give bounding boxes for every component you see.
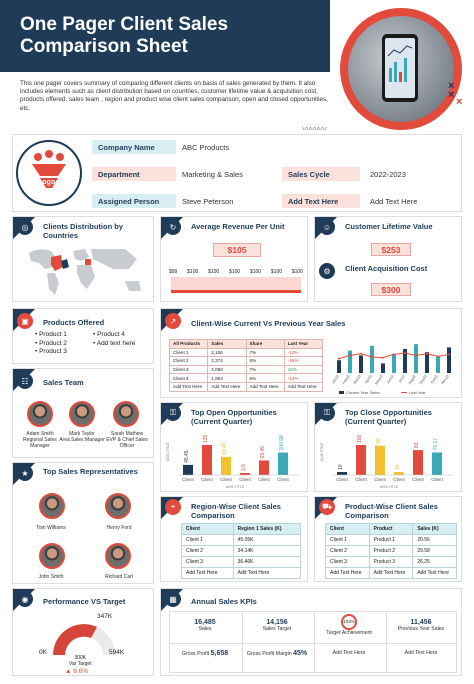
- pin-icon: ⌖: [165, 499, 181, 515]
- unlock-icon: ⚿: [165, 405, 181, 421]
- table-row: Client 2 Product 2 29.58: [326, 546, 457, 557]
- cross-decoration-icon: ×: [456, 96, 463, 108]
- bar: [436, 357, 440, 373]
- bar: [356, 445, 366, 475]
- team-member-caption: Sarah Mathew EVP & Chief Sales Officer: [106, 431, 148, 450]
- avatar: [105, 493, 131, 519]
- point: [426, 353, 428, 355]
- region-wise-title: Region-Wise Client Sales Comparison: [191, 502, 281, 520]
- category-label: Mar22: [352, 374, 362, 385]
- region-wise-table: [181, 523, 301, 579]
- rep-name: Tom Williams: [36, 525, 66, 531]
- company-name-label: Company Name: [92, 140, 176, 154]
- bar: [183, 465, 193, 475]
- category-label: Client: [182, 477, 194, 482]
- bar: [359, 355, 363, 373]
- category-label: Jul22: [397, 374, 406, 384]
- product-item: • Product 2: [35, 339, 67, 347]
- sales-cycle-label: Sales Cycle: [282, 167, 360, 181]
- product-item: • Product 1: [35, 331, 67, 338]
- person-icon: ☺: [319, 219, 335, 235]
- x-axis-title: AXIS TITLE: [225, 485, 245, 489]
- table-row: Client 1 2,106 7% -10%: [170, 348, 323, 357]
- avatar: [105, 543, 131, 569]
- performance-change: ▲ 9.6%: [65, 668, 89, 675]
- globe-icon: ◎: [17, 219, 33, 235]
- clients-distribution-box: [12, 216, 154, 302]
- product-wise-title: Product-Wise Client Sales Comparison: [345, 502, 438, 520]
- product-item: • Product 4: [93, 331, 125, 338]
- add-text-value: Add Text Here: [370, 196, 418, 206]
- achievement-ring-icon: 103%: [341, 614, 357, 630]
- avg-revenue-title: Average Revenue Per Unit: [191, 222, 285, 231]
- point: [349, 354, 351, 356]
- scale-label: $100: [291, 269, 303, 275]
- box-icon: ▣: [17, 313, 33, 329]
- team-member-caption: Adam Smith Regional Sales Manager: [23, 431, 57, 450]
- bar: [240, 473, 250, 475]
- point: [415, 354, 417, 356]
- category-label: Client: [393, 477, 405, 482]
- table-header-row: Client Region 1 Sales (K): [182, 524, 301, 535]
- bar-value-label: 45.45: [184, 450, 190, 463]
- bar-value-label: 83: [414, 442, 420, 449]
- category-label: Client: [355, 477, 367, 482]
- bar: [221, 457, 231, 475]
- category-label: Client: [220, 477, 232, 482]
- assigned-person-label: Assigned Person: [92, 194, 176, 208]
- bar: [394, 472, 404, 475]
- open-opps-box: [160, 402, 308, 492]
- avatar: [39, 543, 65, 569]
- bar-value-label: 100.98: [279, 435, 285, 451]
- bar: [447, 347, 451, 373]
- revenue-scale: [169, 269, 303, 275]
- bar: [337, 472, 347, 475]
- bar-value-label: 75.17: [433, 437, 439, 451]
- product-item: • Product 3: [35, 348, 67, 355]
- category-label: Client: [431, 477, 443, 482]
- team-icon: ☷: [17, 373, 33, 389]
- client-wise-table: [169, 339, 323, 392]
- kpi-sales-target: 14,156 Sales Target: [262, 619, 292, 632]
- bar-value-label: 100: [357, 434, 363, 443]
- top-reps-title: Top Sales Representatives: [43, 467, 138, 476]
- products-list-left: [35, 331, 67, 357]
- client-wise-box: [160, 308, 462, 398]
- category-label: Jan22: [331, 374, 340, 385]
- department-label: Department: [92, 167, 176, 181]
- bar-value-label: 10: [338, 464, 344, 470]
- close-opps-chart: [319, 429, 459, 491]
- avatar: [69, 401, 95, 427]
- bar: [202, 445, 212, 475]
- legend-label: Last Year: [409, 390, 426, 395]
- region-wise-box: [160, 496, 308, 582]
- table-row: Client 3 Product 3 26.25: [326, 557, 457, 568]
- client-wise-title: Client-Wise Current Vs Previous Year Sales: [191, 319, 346, 328]
- intro-text: This one pager covers summary of comparing different clients on basis of sales generated by them. It also includes elements such as client distribution based on countries, customer lifetime value & acquisition cost, products offered, sales team , region and product wise client sales comparison, open and closed opportunities, etc.: [20, 80, 328, 112]
- zigzag-decoration: 〰〰〰: [302, 124, 327, 134]
- category-label: Client: [336, 477, 348, 482]
- bar: [370, 346, 374, 373]
- avatar: [39, 493, 65, 519]
- rep-name: John Smith: [38, 574, 64, 580]
- table-row: Client 2 2,374 8% -15%: [170, 357, 323, 366]
- scale-label: $100: [208, 269, 220, 275]
- table-header-row: Client Product Sales (K): [326, 524, 457, 535]
- world-map-icon: [25, 243, 147, 299]
- page-title: One Pager Client Sales Comparison Sheet: [20, 14, 229, 57]
- performance-box: [12, 588, 154, 676]
- category-label: Client: [412, 477, 424, 482]
- performance-title: Performance VS Target: [43, 597, 126, 606]
- table-row: Client 1 45.05K: [182, 535, 301, 546]
- kpi-gross-margin: Gross Profit Margin 45%: [246, 650, 308, 657]
- point: [338, 358, 340, 360]
- category-label: Sep22: [418, 374, 428, 386]
- avg-revenue-box: [160, 216, 308, 302]
- kpi-sales: 16,485 Sales: [194, 619, 216, 632]
- bar: [381, 363, 385, 373]
- assigned-person-value: Steve Peterson: [182, 196, 234, 206]
- scale-label: $99: [169, 269, 178, 275]
- rep-name: Henry Ford: [106, 525, 132, 531]
- kpi-add-text: Add Text Here: [332, 650, 366, 656]
- sales-team-title: Sales Team: [43, 378, 84, 387]
- category-label: Jun22: [385, 374, 395, 385]
- table-row: Add Text Here Add Text Here Add Text Here: [326, 568, 457, 579]
- category-label: Client: [258, 477, 270, 482]
- bar-value-label: 10: [395, 464, 401, 470]
- refresh-icon: ↻: [165, 219, 181, 235]
- bar-value-label: 65.45: [260, 445, 266, 459]
- lifetime-title: Customer Lifetime Value: [345, 222, 433, 231]
- bar: [413, 450, 423, 475]
- gauge-max-value: 594K: [109, 649, 125, 656]
- sales-cycle-value: 2022-2023: [370, 169, 406, 179]
- logo-label: Logo: [38, 179, 56, 186]
- y-axis-title: AXIS TITLE: [166, 442, 170, 461]
- open-opps-title: Top Open Opportunities (Current Quarter): [191, 408, 277, 426]
- legend-swatch: [339, 391, 344, 394]
- legend-label: Current Year Sales: [346, 390, 380, 395]
- var-target: [69, 655, 92, 667]
- lifetime-value: $253: [371, 243, 411, 256]
- company-name-value: ABC Products: [182, 142, 230, 152]
- bar: [337, 360, 341, 373]
- point: [360, 353, 362, 355]
- var-target-value: 300K: [74, 655, 87, 661]
- bar: [348, 351, 352, 373]
- point: [448, 353, 450, 355]
- y-axis-title: AXIS TITLE: [320, 442, 324, 461]
- avatar: [27, 401, 53, 427]
- bar: [414, 344, 418, 373]
- acquisition-value: $300: [371, 283, 411, 296]
- table-row: Client 4 1,903 6% -12%: [170, 374, 323, 383]
- add-text-label: Add Text Here: [282, 194, 360, 208]
- category-label: Oct22: [430, 374, 439, 385]
- acquisition-title: Client Acquisition Cost: [345, 264, 428, 273]
- logo-circle: [16, 140, 82, 206]
- close-opps-box: [314, 402, 462, 492]
- top-reps-box: [12, 462, 154, 584]
- hero-phone-image: [348, 16, 454, 122]
- products-title: Products Offered: [43, 318, 105, 327]
- category-label: Apr22: [364, 374, 373, 385]
- revenue-gauge-bar: [171, 277, 301, 293]
- cross-decoration-icon: × ×: [448, 80, 455, 101]
- product-item: • Add text here: [93, 339, 136, 347]
- category-label: Feb22: [341, 374, 351, 385]
- point: [404, 352, 406, 354]
- point: [393, 353, 395, 355]
- table-row: Add Text Here Add Text Here Add Text Here Add Text Here: [170, 382, 323, 391]
- gear-icon: ⚙: [319, 263, 335, 279]
- target-icon: ◉: [17, 591, 33, 607]
- var-target-label: Var Target: [69, 661, 92, 667]
- bar: [432, 452, 442, 475]
- category-label: Client: [277, 477, 289, 482]
- bar: [425, 352, 429, 373]
- category-label: Client: [374, 477, 386, 482]
- close-opps-title: Top Close Opportunities (Current Quarter): [345, 408, 432, 426]
- kpi-previous-year: 11,456 Previous Year Sales: [397, 619, 445, 632]
- clients-distribution-title: Clients Distribution by Countries: [43, 222, 124, 240]
- products-list-right: [93, 331, 135, 348]
- bar-value-label: 81.45: [222, 442, 228, 455]
- table-row: Client 2 34.14K: [182, 546, 301, 557]
- avg-revenue-value: $105: [213, 243, 261, 257]
- kpi-gross-profit: Gross Profit 5,658: [181, 650, 229, 657]
- scale-label: $100: [187, 269, 199, 275]
- products-box: [12, 308, 154, 364]
- star-icon: ★: [17, 465, 33, 481]
- category-label: Nov22: [440, 374, 450, 386]
- chart-icon: ↗: [165, 313, 181, 329]
- kpi-target-achievement: 103% Target Achievement: [313, 614, 385, 637]
- bar: [375, 446, 385, 475]
- bar-value-label: 98: [376, 438, 382, 444]
- bar-value-label: 3.5: [241, 464, 247, 471]
- bar: [278, 453, 288, 475]
- bar-value-label: 135: [203, 434, 209, 443]
- table-row: Add Text Here Add Text Here: [182, 568, 301, 579]
- point: [371, 356, 373, 358]
- x-axis-title: AXIS TITLE: [379, 485, 399, 489]
- department-value: Marketing & Sales: [182, 169, 243, 179]
- annual-kpis-title: Annual Sales KPIs: [191, 597, 257, 606]
- sales-team-box: [12, 368, 154, 458]
- open-opps-chart: [165, 429, 305, 491]
- product-wise-box: [314, 496, 462, 582]
- bar: [392, 354, 396, 373]
- lock-icon: ⚿: [319, 405, 335, 421]
- scale-label: $100: [249, 269, 262, 275]
- gauge-min-value: 0K: [39, 649, 47, 656]
- table-row: Client 3 2,060 7% 10%: [170, 365, 323, 374]
- scale-label: $100: [270, 269, 283, 275]
- category-label: Client: [239, 477, 251, 482]
- rep-name: Richard Carl: [105, 574, 133, 580]
- calendar-icon: ▦: [165, 591, 181, 607]
- customer-value-box: [314, 216, 462, 302]
- table-row: Client 1 Product 1 20.56: [326, 535, 457, 546]
- annual-kpis-box: [160, 588, 462, 676]
- team-member-caption: Mark Taylor Area Sales Manager: [59, 431, 105, 444]
- client-wise-chart: [331, 335, 457, 397]
- avatar: [113, 401, 139, 427]
- cart-icon: ⛟: [319, 499, 335, 515]
- category-label: Client: [201, 477, 213, 482]
- point: [382, 357, 384, 359]
- category-label: May22: [374, 374, 384, 386]
- category-label: Aug22: [407, 374, 417, 386]
- table-header-row: All Products Sales Share Last Year: [170, 340, 323, 349]
- bar: [259, 460, 269, 475]
- table-row: Client 3 36.46K: [182, 557, 301, 568]
- gauge-top-value: 347K: [97, 613, 113, 620]
- kpi-add-text: Add Text Here: [404, 650, 438, 656]
- point: [437, 355, 439, 357]
- product-wise-table: [325, 523, 457, 579]
- scale-label: $100: [229, 269, 241, 275]
